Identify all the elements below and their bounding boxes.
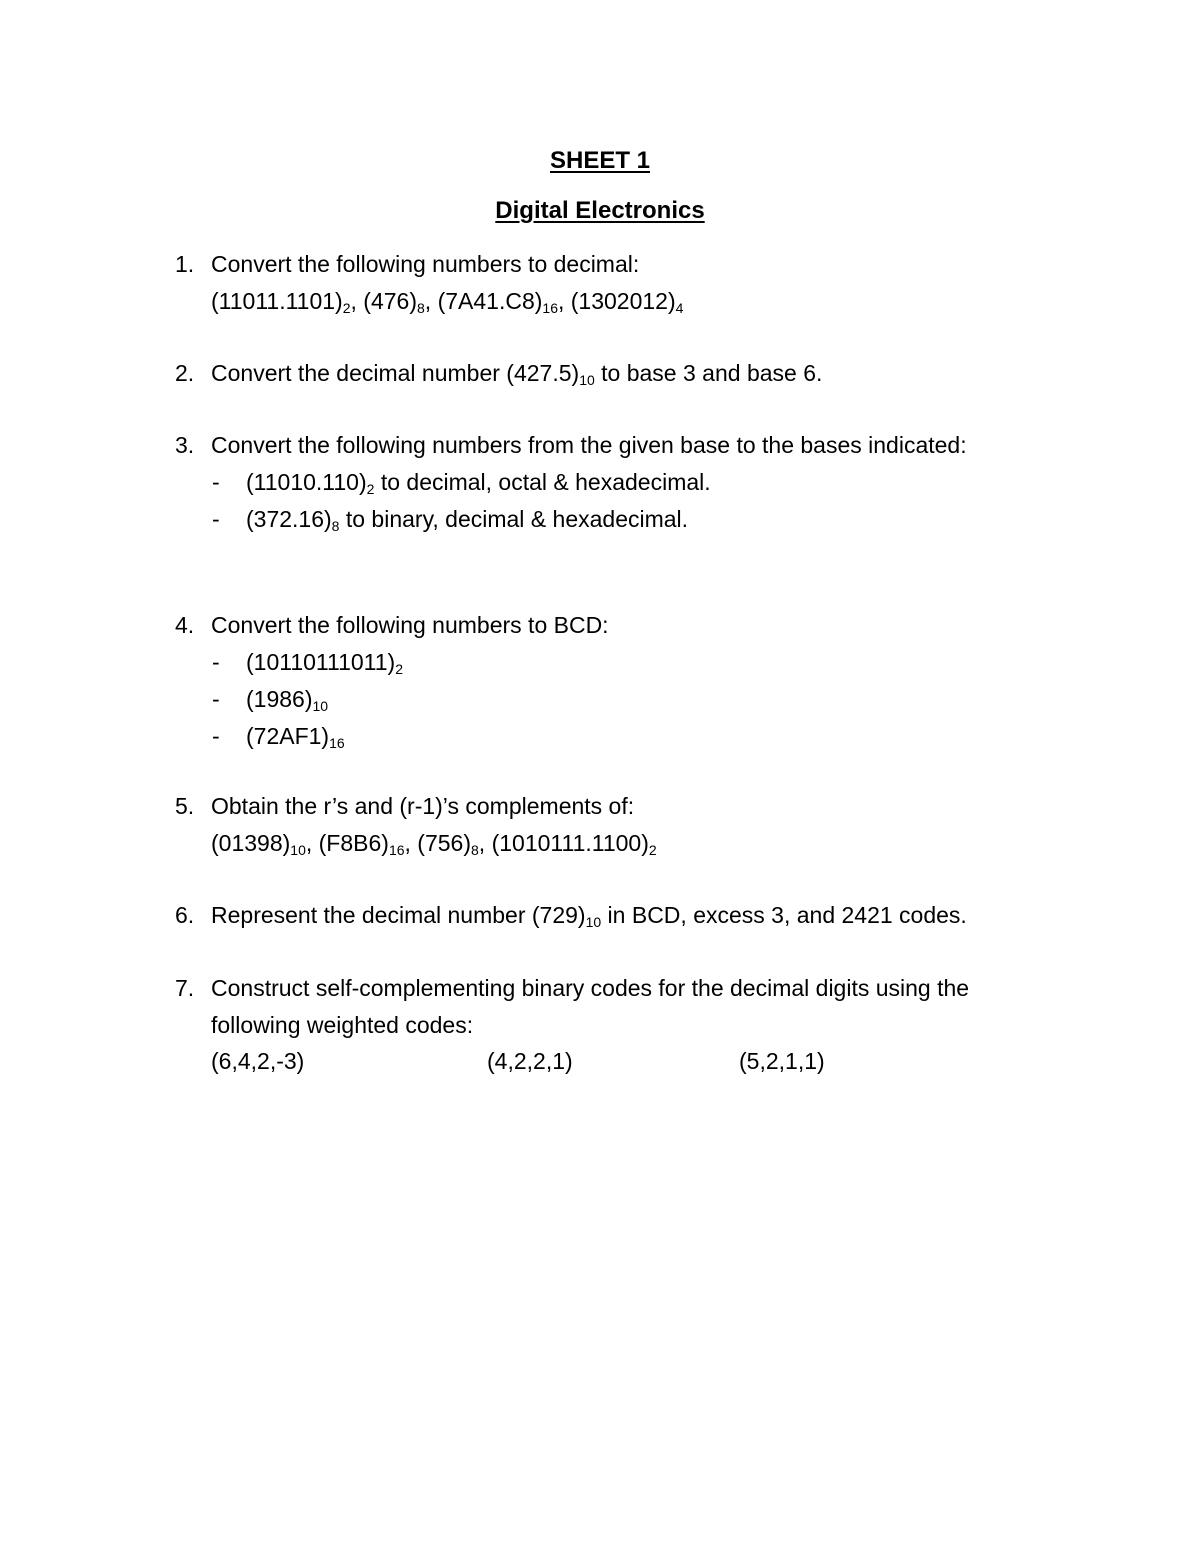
text-segment: Represent the decimal number (729) <box>211 902 586 928</box>
text-segment: Convert the decimal number (427.5) <box>211 360 580 386</box>
number-value: (10110111011) <box>246 649 396 675</box>
base-subscript: 2 <box>648 842 657 858</box>
separator: , <box>478 830 492 856</box>
number-value: (1302012) <box>570 288 676 314</box>
question-text: Convert the following numbers to BCD: <box>211 612 609 638</box>
number-value: (11010.110) <box>246 469 367 495</box>
number-value: (7A41.C8) <box>437 288 543 314</box>
number-value: (756) <box>417 830 471 856</box>
number-value: (1986) <box>246 686 313 712</box>
number-value: (476) <box>363 288 417 314</box>
number-value: (01398) <box>211 830 291 856</box>
separator: , <box>305 830 319 856</box>
list-item <box>246 721 345 751</box>
number-list <box>211 286 683 316</box>
question-number: 4. <box>175 612 195 638</box>
base-subscript: 8 <box>417 300 425 316</box>
question-number: 5. <box>175 793 195 819</box>
base-subscript: 10 <box>585 914 602 930</box>
number-value: (72AF1) <box>246 723 330 749</box>
question-number: 2. <box>175 360 195 386</box>
weighted-code: (4,2,2,1) <box>487 1048 573 1074</box>
base-subscript: 4 <box>675 300 684 316</box>
separator: , <box>404 830 418 856</box>
question-number: 1. <box>175 251 195 277</box>
base-subscript: 2 <box>395 661 403 677</box>
text-segment: in BCD, excess 3, and 2421 codes. <box>601 902 967 928</box>
text-segment: to base 3 and base 6. <box>594 360 823 386</box>
number-value: (372.16) <box>246 506 332 532</box>
question-number: 3. <box>175 432 195 458</box>
question-number: 7. <box>175 975 195 1001</box>
weighted-code: (6,4,2,-3) <box>211 1048 305 1074</box>
base-subscript: 10 <box>312 698 329 714</box>
number-value: (F8B6) <box>318 830 389 856</box>
base-subscript: 16 <box>329 735 345 751</box>
question-text: Obtain the r’s and (r-1)’s complements of: <box>211 793 635 819</box>
number-value: (1010111.1100) <box>491 830 649 856</box>
text-segment: to decimal, octal & hexadecimal. <box>374 469 711 495</box>
question-text <box>211 358 822 388</box>
bullet-dash: - <box>212 506 220 532</box>
list-item <box>246 684 328 714</box>
bullet-dash: - <box>212 469 220 495</box>
question-number: 6. <box>175 902 195 928</box>
question-text <box>211 900 967 930</box>
separator: , <box>557 288 571 314</box>
weighted-code: (5,2,1,1) <box>739 1048 825 1074</box>
base-subscript: 8 <box>471 842 479 858</box>
subject-title: Digital Electronics <box>495 197 705 224</box>
base-subscript: 8 <box>331 518 340 534</box>
base-subscript: 10 <box>579 372 595 388</box>
separator: , <box>424 288 438 314</box>
base-subscript: 2 <box>342 300 351 316</box>
base-subscript: 16 <box>542 300 558 316</box>
number-value: (11011.1101) <box>211 288 343 314</box>
question-text-line-1: Construct self-complementing binary codes for the decimal digits using the <box>211 975 970 1001</box>
list-item <box>246 504 688 534</box>
list-item <box>246 647 403 677</box>
base-subscript: 16 <box>388 842 405 858</box>
bullet-dash: - <box>212 649 220 675</box>
bullet-dash: - <box>212 686 220 712</box>
bullet-dash: - <box>212 723 220 749</box>
list-item <box>246 467 711 497</box>
question-text-line-2: following weighted codes: <box>211 1012 474 1038</box>
text-segment: to binary, decimal & hexadecimal. <box>339 506 689 532</box>
question-text: Convert the following numbers to decimal: <box>211 251 640 277</box>
base-subscript: 10 <box>290 842 306 858</box>
number-list <box>211 828 657 858</box>
sheet-title: SHEET 1 <box>549 147 651 174</box>
base-subscript: 2 <box>366 481 375 497</box>
separator: , <box>350 288 364 314</box>
question-text: Convert the following numbers from the given base to the bases indicated: <box>211 432 967 458</box>
